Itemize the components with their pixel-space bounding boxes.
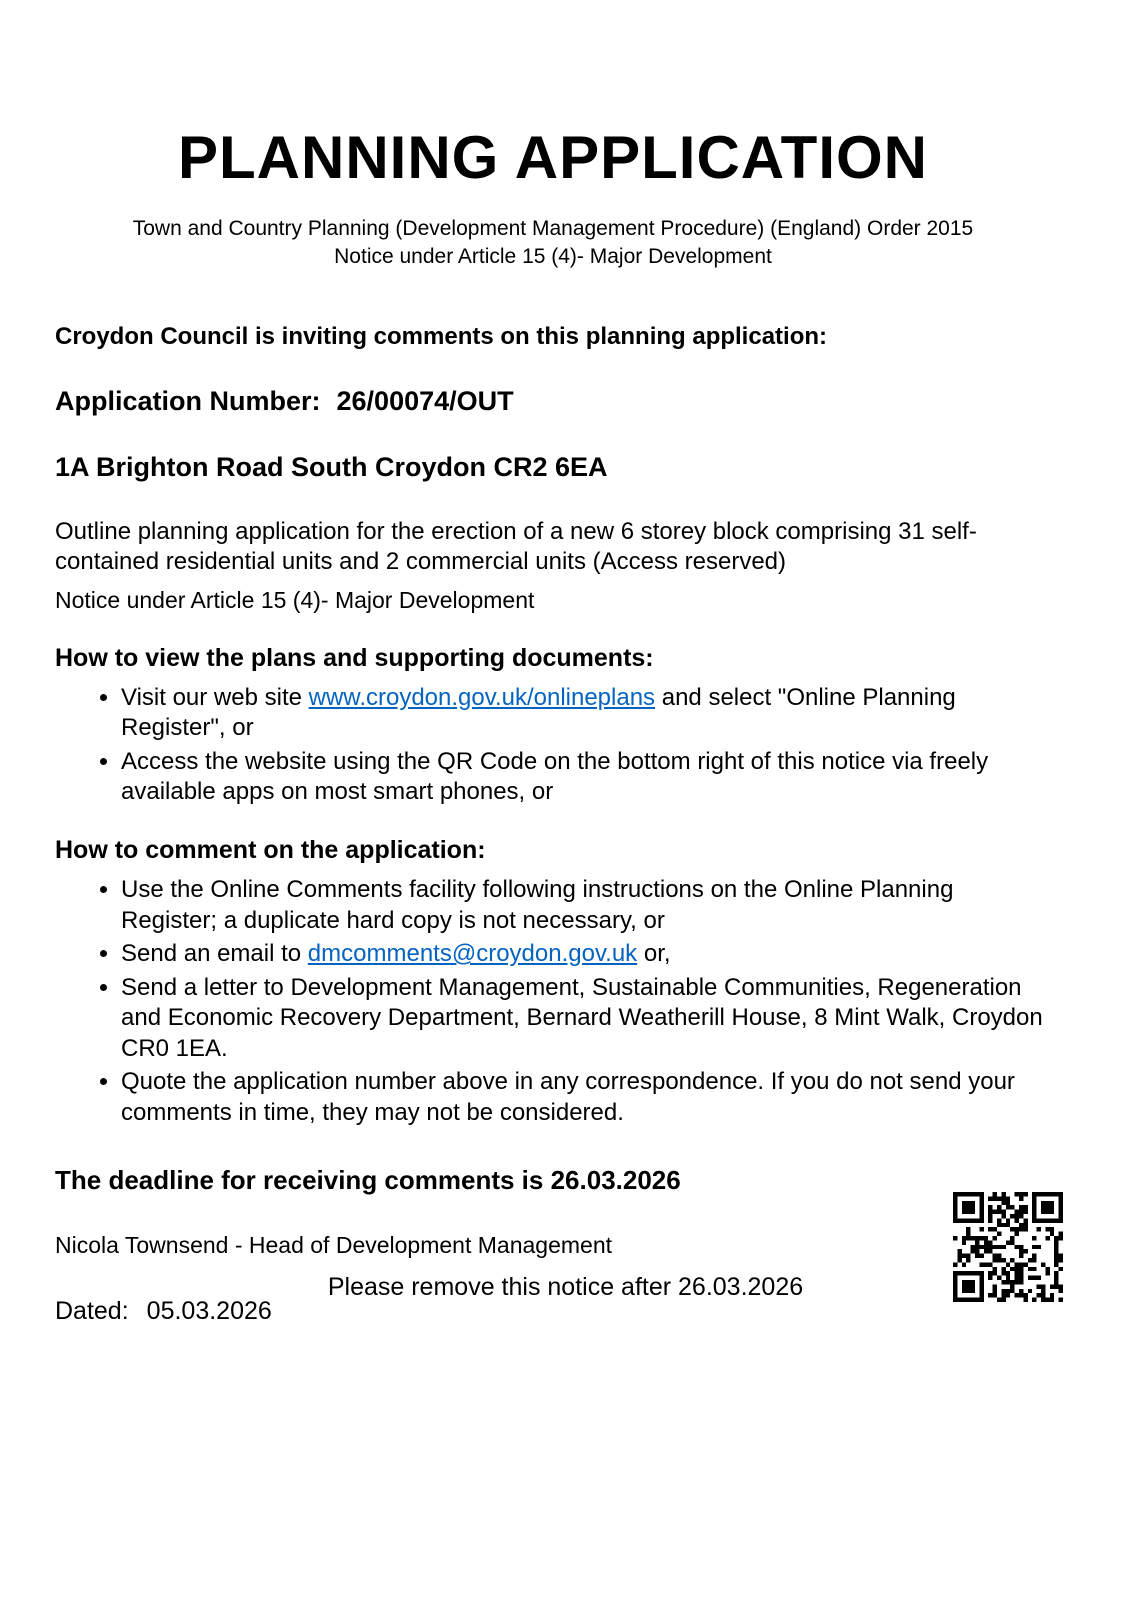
comment-section-heading: How to comment on the application: <box>55 836 486 865</box>
bullet-text: Use the Online Comments facility following instructions on the Online Planning Register; a duplicate hard copy is not necessary, or <box>121 876 954 934</box>
page-title: PLANNING APPLICATION <box>178 124 928 191</box>
comment-section-list <box>55 875 1051 1128</box>
onlineplans-link[interactable]: www.croydon.gov.uk/onlineplans <box>308 683 656 711</box>
dated-value: 05.03.2026 <box>146 1297 272 1326</box>
list-item <box>121 683 1051 744</box>
email-link[interactable]: dmcomments@croydon.gov.uk <box>307 940 638 968</box>
bullet-text: or, <box>637 940 671 968</box>
bullet-text: Quote the application number above in any correspondence. If you do not send your comments in time, they may not be considered. <box>121 1068 1015 1126</box>
list-item <box>121 973 1051 1064</box>
list-item <box>121 1067 1051 1128</box>
intro-statement: Croydon Council is inviting comments on this planning application: <box>55 322 828 350</box>
list-item <box>121 747 1051 808</box>
dated-label: Dated: <box>55 1297 129 1326</box>
site-address: 1A Brighton Road South Croydon CR2 6EA <box>55 452 608 483</box>
application-number-value: 26/00074/OUT <box>336 386 514 417</box>
application-number <box>55 384 1051 418</box>
list-item <box>121 939 1051 969</box>
footer-note: Please remove this notice after 26.03.2026 <box>327 1273 804 1301</box>
view-section-heading: How to view the plans and supporting documents: <box>55 643 654 672</box>
subtitle-line-1: Town and Country Planning (Development Management Procedure) (England) Order 2015 <box>132 217 974 240</box>
bullet-text: Send an email to <box>121 940 308 968</box>
subtitle <box>55 215 1051 272</box>
proposal-description: Outline planning application for the erection of a new 6 storey block comprising 31 self-contained residential units and 2 commercial units (Access reserved) <box>55 517 977 576</box>
view-section-list <box>55 683 1051 808</box>
bullet-text: Send a letter to Development Management, Sustainable Communities, Regeneration and Economic Recovery Department, Bernard Weatherill House, 8 Mint Walk, Croydon CR0 1EA. <box>121 973 1043 1062</box>
application-number-label: Application Number: <box>55 386 321 417</box>
bullet-text: and select "Online Planning Register", or <box>121 683 956 742</box>
subtitle-line-2: Notice under Article 15 (4)- Major Development <box>334 245 772 269</box>
deadline-statement: The deadline for receiving comments is 26.03.2026 <box>55 1164 681 1195</box>
proposal-description-note: Notice under Article 15 (4)- Major Development <box>55 586 535 613</box>
bullet-text: Access the website using the QR Code on the bottom right of this notice via freely available apps on most smart phones, or <box>121 747 989 806</box>
list-item <box>121 875 1051 936</box>
bullet-text: Visit our web site <box>121 683 309 711</box>
signatory: Nicola Townsend - Head of Development Management <box>55 1232 612 1258</box>
